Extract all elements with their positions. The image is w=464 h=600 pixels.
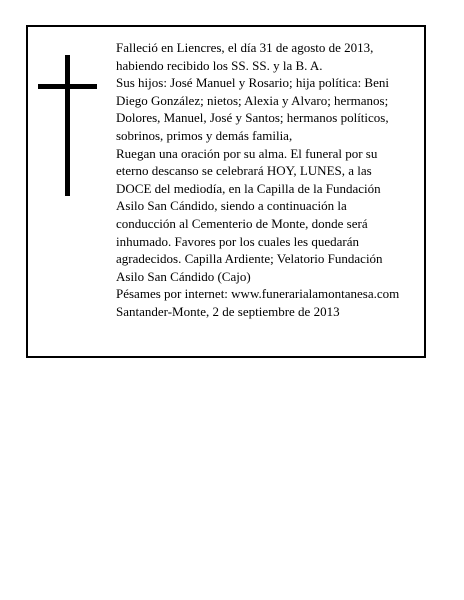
notice-line-family: Sus hijos: José Manuel y Rosario; hija política: Beni [116, 75, 389, 91]
cross-icon [65, 55, 70, 196]
notice-line-funeral: Asilo San Cándido, siendo a continuación la [116, 198, 347, 214]
notice-line-funeral: inhumado. Favores por los cuales les quedarán [116, 233, 359, 249]
notice-line-death: Falleció en Liencres, el día 31 de agosto de 2013, [116, 40, 374, 55]
cross-icon-crossbar [38, 84, 97, 89]
notice-line-funeral: conducción al Cementerio de Monte, donde será [116, 215, 368, 231]
notice-line-wake: agradecidos. Capilla Ardiente; Velatorio Fundación [116, 251, 383, 267]
notice-line-family: sobrinos, primos y demás familia, [116, 127, 293, 143]
notice-line-funeral: Ruegan una oración por su alma. El funeral por su [116, 145, 378, 161]
notice-line-family: Diego González; nietos; Alexia y Alvaro; hermanos; [116, 92, 389, 108]
notice-line-condolences: Pésames por internet: www.funerarialamontanesa.com [116, 286, 400, 302]
notice-line-family: Dolores, Manuel, José y Santos; hermanos políticos, [116, 110, 389, 126]
notice-line-sacraments: habiendo recibido los SS. SS. y la B. A. [116, 57, 323, 73]
notice-line-funeral: DOCE del mediodía, en la Capilla de la Fundación [116, 180, 381, 196]
notice-line-place-date: Santander-Monte, 2 de septiembre de 2013 [116, 303, 340, 319]
notice-line-wake: Asilo San Cándido (Cajo) [116, 268, 251, 284]
obituary-text [116, 39, 416, 321]
notice-line-funeral: eterno descanso se celebrará HOY, LUNES, a las [116, 163, 372, 179]
